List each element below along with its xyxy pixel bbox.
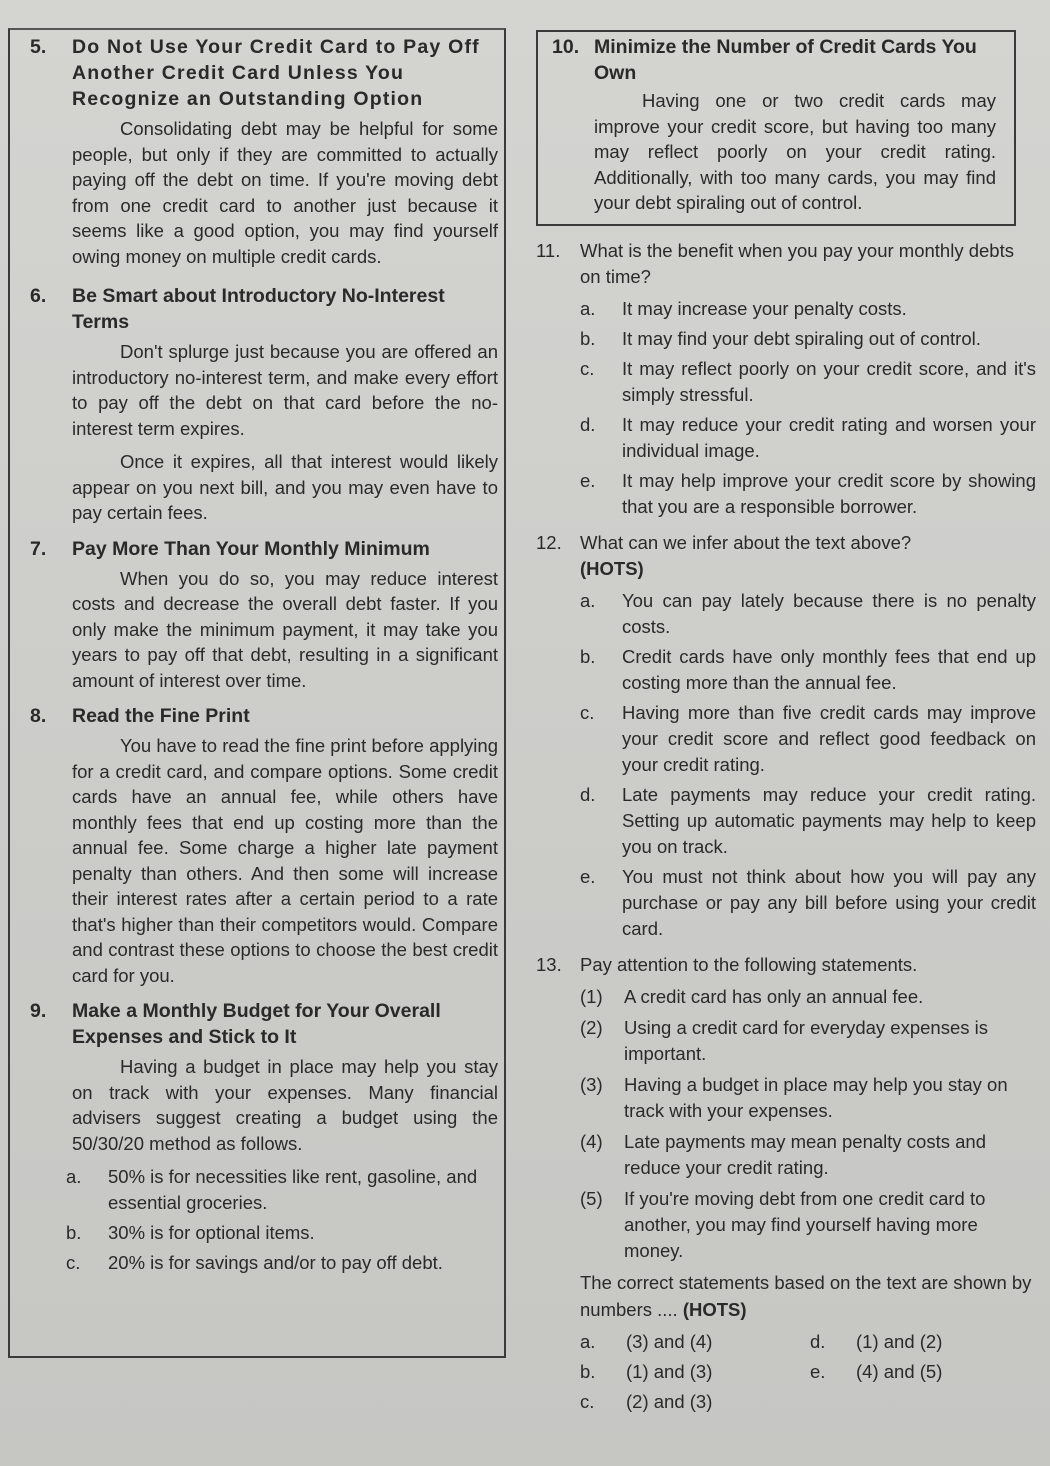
answer-option: b. It may find your debt spiraling out of control. <box>580 327 981 349</box>
budget-item: b. 30% is for optional items. <box>66 1222 315 1243</box>
section-9-heading: 9. Make a Monthly Budget for Your Overall Expenses and Stick to It <box>30 1000 441 1048</box>
answer-option: a. (3) and (4) <box>580 1330 713 1352</box>
statement: (2) Using a credit card for everyday expenses is important. <box>580 1016 989 1064</box>
answer-option: e. (4) and (5) <box>810 1360 943 1382</box>
statement: (1) A credit card has only an annual fee. <box>580 985 924 1007</box>
right-column <box>536 34 1036 1417</box>
section-7-paragraph: When you do so, you may reduce interest costs and decrease the overall debt faster. If you only make the minimum payment, it may take you years to pay off that debt, resulting in a significant amount of interest over time. <box>72 567 498 691</box>
section-6-heading: 6. Be Smart about Introductory No-Interest Terms <box>30 285 445 333</box>
answer-option: b. (1) and (3) <box>580 1360 713 1382</box>
section-10-heading: 10. Minimize the Number of Credit Cards You Own <box>552 36 977 84</box>
answer-grid <box>536 1327 1036 1417</box>
section-5-heading: 5. Do Not Use Your Credit Card to Pay Off Another Credit Card Unless You Recognize an Outstanding Option <box>30 36 480 110</box>
answer-option: d. It may reduce your credit rating and worsen your individual image. <box>580 413 1036 461</box>
left-column <box>22 34 498 1280</box>
section-6-paragraph-1: Don't splurge just because you are offered an introductory no-interest term, and make every effort to pay off the debt on that card before the no-interest term expires. <box>72 341 498 439</box>
answer-option: d. (1) and (2) <box>810 1330 943 1352</box>
budget-item: a. 50% is for necessities like rent, gasoline, and essential groceries. <box>66 1166 478 1213</box>
section-9-paragraph: Having a budget in place may help you stay on track with your expenses. Many financial advisers suggest creating a budget using the 50/30/20 method as follows. <box>72 1056 498 1154</box>
statement: (3) Having a budget in place may help you stay on track with your expenses. <box>580 1073 1008 1121</box>
answer-option: b. Credit cards have only monthly fees that end up costing more than the annual fee. <box>580 645 1036 693</box>
answer-option: a. It may increase your penalty costs. <box>580 297 907 319</box>
answer-option: a. You can pay lately because there is no penalty costs. <box>580 589 1036 637</box>
tip-10 <box>536 34 1006 216</box>
section-8-heading: 8. Read the Fine Print <box>30 705 250 727</box>
question-11: 11. What is the benefit when you pay your monthly debts on time? a. It may increase your penalty costs. b. It may find your debt spiraling out of control. c. It may reflect poorly on your credit score, and it's simply stressful. d. It may reduce your credit rating and worsen your individual image. e. It may help improve your credit score by showing that you are a responsible borrower. <box>536 238 1036 520</box>
question-13: 13. Pay attention to the following statements. (1) A credit card has only an annual fee. (2) Using a credit card for everyday expenses is important. (3) Having a budget in place may help you stay on track with your expenses. (4) Late payments may mean penalty costs and reduce your credit rating. (5) If you're moving debt from one credit card to another, you may find yourself having more money. The correct statements based on the text are shown by numbers .... (HOTS) a. (3) and (4) d. (1) and (2) b. (1) and (3) e. (4) and (5) c. (2) and (3) <box>536 952 1036 1417</box>
answer-option: c. (2) and (3) <box>580 1390 713 1412</box>
section-10-paragraph: Having one or two credit cards may improve your credit score, but having too many may reflect poorly on your credit rating. Additionally, with too many cards, you may find your debt spiraling out of control. <box>594 90 996 213</box>
question-13-prompt: The correct statements based on the text are shown by numbers .... (HOTS) <box>580 1271 1032 1320</box>
answer-option: d. Late payments may reduce your credit rating. Setting up automatic payments may help to keep you on track. <box>580 783 1036 857</box>
section-7-heading: 7. Pay More Than Your Monthly Minimum <box>30 537 430 560</box>
section-5-paragraph: Consolidating debt may be helpful for some people, but only if they are committed to actually paying off the debt on time. If you're moving debt from one credit card to another just because it seems like a good option, you may find yourself owing money on multiple credit cards. <box>72 118 498 267</box>
statement: (4) Late payments may mean penalty costs and reduce your credit rating. <box>580 1130 986 1178</box>
answer-option: c. It may reflect poorly on your credit score, and it's simply stressful. <box>580 357 1036 405</box>
statement: (5) If you're moving debt from one credit card to another, you may find yourself having more money. <box>580 1187 986 1261</box>
answer-option: c. Having more than five credit cards may improve your credit score and reflect good feedback on your credit rating. <box>580 701 1036 775</box>
budget-item: c. 20% is for savings and/or to pay off debt. <box>66 1252 443 1273</box>
section-8-paragraph: You have to read the fine print before applying for a credit card, and compare options. Some credit cards have an annual fee, while others have monthly fees that end up costing more than the annual fee. Some charge a higher late payment penalty than others. And then some will increase their interest rates after a certain period to a rate that's higher than their competitors would. Compare and contrast these options to choose the best credit card for you. <box>72 735 498 986</box>
hots-label: (HOTS) <box>682 1298 747 1320</box>
answer-option: e. You must not think about how you will pay any purchase or pay any bill before using your credit card. <box>580 865 1036 939</box>
question-12: 12. What can we infer about the text above? (HOTS) a. You can pay lately because there is no penalty costs. b. Credit cards have only monthly fees that end up costing more than the annual fee. c. Having more than five credit cards may improve your credit score and reflect good feedback on your credit rating. d. Late payments may reduce your credit rating. Setting up automatic payments may help to keep you on track. e. You must not think about how you will pay any purchase or pay any bill before using your credit card. <box>536 530 1036 942</box>
hots-label: (HOTS) <box>580 557 644 579</box>
answer-option: e. It may help improve your credit score by showing that you are a responsible borrower. <box>580 469 1036 517</box>
section-6-paragraph-2: Once it expires, all that interest would likely appear on you next bill, and you may even have to pay certain fees. <box>72 451 498 523</box>
